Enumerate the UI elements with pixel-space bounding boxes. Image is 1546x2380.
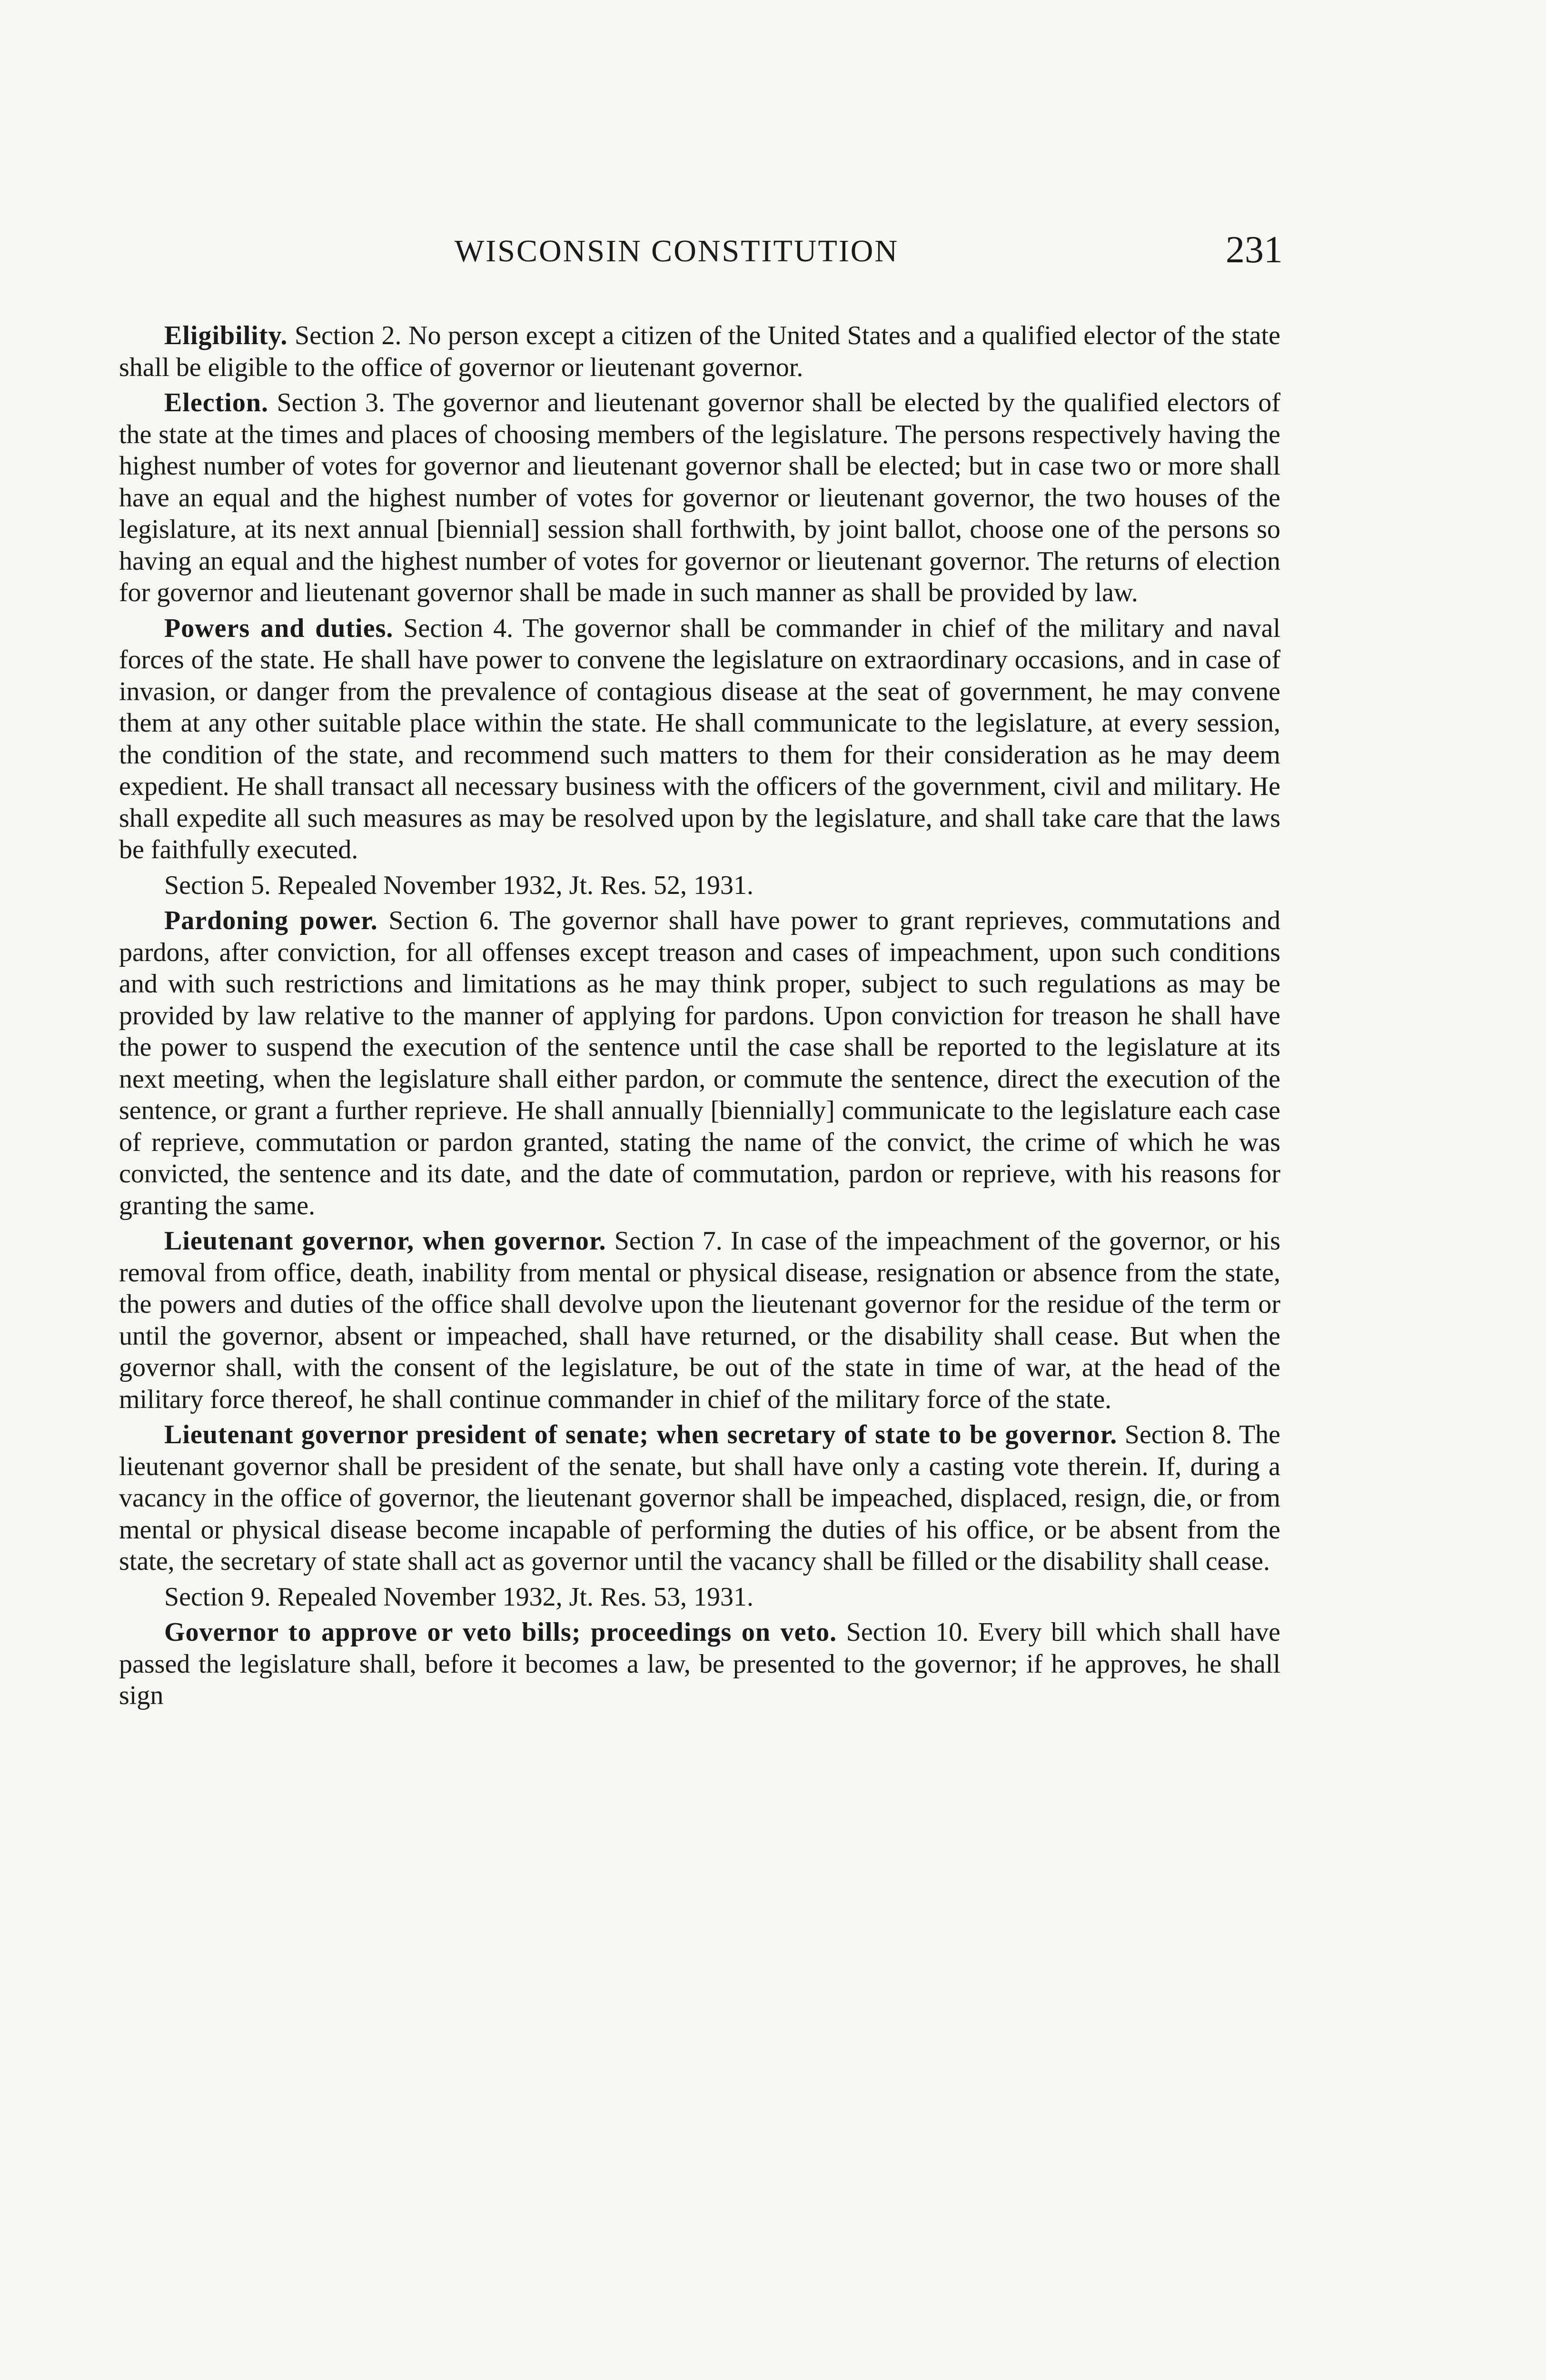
section-3-election — [119, 387, 1280, 609]
section-5-repealed — [119, 870, 1280, 902]
page-header-title: WISCONSIN CONSTITUTION — [455, 234, 899, 268]
section-body: Section 2. No person except a citizen of the United States and a qualified elector of the state shall be eligible to the office of governor or lieutenant governor. — [119, 321, 1281, 382]
section-heading: Election. — [164, 388, 268, 417]
section-body: Section 4. The governor shall be commander in chief of the military and naval forces of the state. He shall have power to convene the legislature on extraordinary occasions, and in case of invasion, or danger from the prevalence of contagious disease at the seat of government, he may convene them at any other suitable place within the state. He shall communicate to the legislature, at every session, the condition of the state, and recommend such matters to them for their consideration as he may deem expedient. He shall transact all necessary business with the officers of the government, civil and military. He shall expedite all such measures as may be resolved upon by the legislature, and shall take care that the laws be faithfully executed. — [119, 613, 1280, 864]
section-9-repealed — [119, 1581, 1280, 1613]
section-7-lieutenant-governor — [119, 1225, 1280, 1415]
section-4-powers-and-duties — [119, 613, 1280, 866]
page-number: 231 — [1226, 229, 1283, 271]
section-heading: Governor to approve or veto bills; proceedings on veto. — [164, 1617, 837, 1647]
section-heading: Pardoning power. — [164, 906, 378, 935]
section-body: Section 7. In case of the impeachment of the governor, or his removal from office, death, inability from mental or physical disease, resignation or absence from the state, the powers and duties of the office shall devolve upon the lieutenant governor for the residue of the term or until the governor, absent or impeached, shall have returned, or the disability shall cease. But when the governor shall, with the consent of the legislature, be out of the state in time of war, at the head of the military force thereof, he shall continue commander in chief of the military force of the state. — [119, 1226, 1281, 1414]
section-heading: Lieutenant governor, when governor. — [164, 1226, 606, 1256]
section-6-pardoning-power — [119, 905, 1280, 1221]
section-10-veto — [119, 1616, 1280, 1712]
section-2-eligibility — [119, 320, 1280, 383]
section-heading: Eligibility. — [164, 321, 288, 350]
section-heading: Lieutenant governor president of senate; when secretary of state to be governor. — [164, 1420, 1118, 1449]
section-body: Section 6. The governor shall have power to grant reprieves, commutations and pardons, after conviction, for all offenses except treason and cases of impeachment, upon such conditions and with such restrictions and limitations as he may think proper, subject to such regulations as may be provided by law relative to the manner of applying for pardons. Upon conviction for treason he shall have the power to suspend the execution of the sentence until the case shall be reported to the legislature at its next meeting, when the legislature shall either pardon, or commute the sentence, direct the execution of the sentence, or grant a further reprieve. He shall annually [biennially] communicate to the legislature each case of reprieve, commutation or pardon granted, stating the name of the convict, the crime of which he was convicted, the sentence and its date, and the date of commutation, pardon or reprieve, with his reasons for granting the same. — [119, 906, 1280, 1220]
section-body: Section 5. Repealed November 1932, Jt. Res. 52, 1931. — [164, 870, 754, 900]
running-header — [121, 228, 1283, 286]
section-body: Section 10. Every bill which shall have passed the legislature shall, before it becomes a law, be presented to the governor; if he approves, he shall sign — [119, 1617, 1281, 1710]
section-heading: Powers and duties. — [164, 613, 394, 643]
section-8-president-of-senate — [119, 1419, 1280, 1577]
section-body: Section 9. Repealed November 1932, Jt. Res. 53, 1931. — [164, 1582, 754, 1612]
section-body: Section 8. The lieutenant governor shall be president of the senate, but shall have only a casting vote therein. If, during a vacancy in the office of governor, the lieutenant governor shall be impeached, displaced, resign, die, or from mental or physical disease become incapable of performing the duties of his office, or be absent from the state, the secretary of state shall act as governor until the vacancy shall be filled or the disability shall cease. — [119, 1420, 1280, 1576]
constitution-text — [119, 320, 1280, 1712]
section-body: Section 3. The governor and lieutenant governor shall be elected by the qualified electors of the state at the times and places of choosing members of the legislature. The persons respectively having the highest number of votes for governor and lieutenant governor shall be elected; but in case two or more shall have an equal and the highest number of votes for governor or lieutenant governor, the two houses of the legislature, at its next annual [biennial] session shall forthwith, by joint ballot, choose one of the persons so having an equal and the highest number of votes for governor or lieutenant governor. The returns of election for governor and lieutenant governor shall be made in such manner as shall be provided by law. — [119, 388, 1280, 607]
